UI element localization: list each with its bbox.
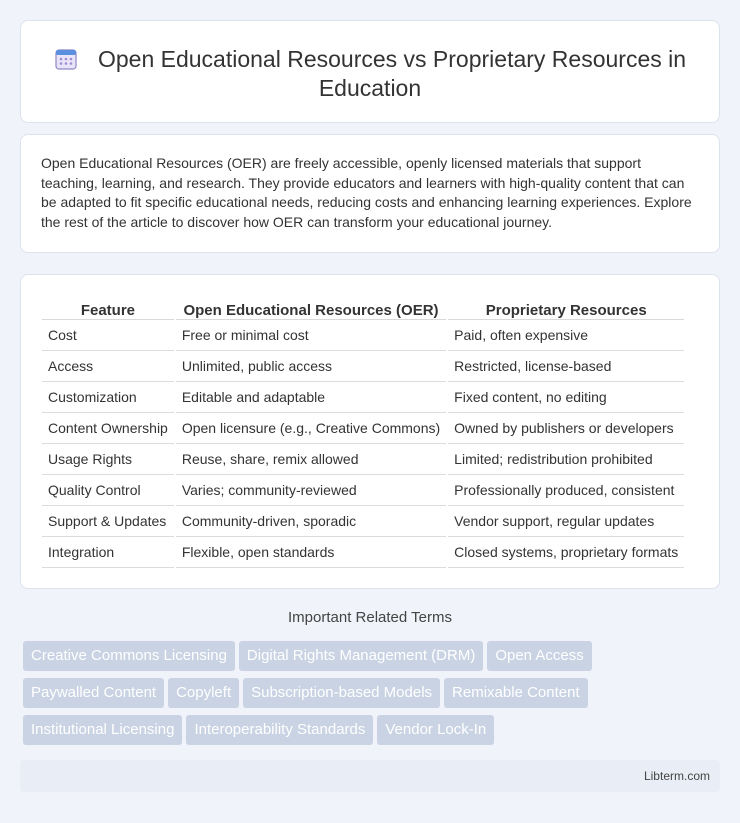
cell-oer: Flexible, open standards	[175, 536, 447, 567]
cell-proprietary: Vendor support, regular updates	[447, 505, 684, 536]
table-row	[42, 474, 684, 505]
tag-vendor-lock-in[interactable]: Vendor Lock-In	[377, 715, 494, 745]
cell-oer: Editable and adaptable	[175, 381, 447, 412]
table-row	[42, 505, 684, 536]
cell-oer: Unlimited, public access	[175, 350, 447, 381]
tag-creative-commons-licensing[interactable]: Creative Commons Licensing	[23, 641, 235, 671]
cell-oer: Reuse, share, remix allowed	[175, 443, 447, 474]
page-title-text: Open Educational Resources vs Proprietary Resources in Education	[97, 46, 687, 101]
cell-proprietary: Limited; redistribution prohibited	[447, 443, 684, 474]
cell-oer: Free or minimal cost	[175, 319, 447, 350]
cell-proprietary: Fixed content, no editing	[447, 381, 684, 412]
cell-proprietary: Paid, often expensive	[447, 319, 684, 350]
tag-open-access[interactable]: Open Access	[487, 641, 591, 671]
cell-feature: Access	[42, 350, 175, 381]
tag-row	[23, 641, 723, 678]
table-row	[42, 381, 684, 412]
cell-feature: Cost	[42, 319, 175, 350]
comparison-table	[42, 294, 684, 568]
header-feature: Feature	[42, 294, 175, 319]
tag-row	[23, 715, 723, 752]
table-row	[42, 412, 684, 443]
title-card	[20, 20, 720, 123]
tag-copyleft[interactable]: Copyleft	[168, 678, 239, 708]
table-row	[42, 536, 684, 567]
cell-proprietary: Owned by publishers or developers	[447, 412, 684, 443]
table-header-row	[42, 294, 684, 319]
cell-oer: Community-driven, sporadic	[175, 505, 447, 536]
footer-site-link[interactable]: Libterm.com	[643, 769, 710, 783]
tag-row	[23, 678, 723, 715]
page-title	[21, 45, 719, 103]
cell-feature: Quality Control	[42, 474, 175, 505]
cell-oer: Varies; community-reviewed	[175, 474, 447, 505]
cell-feature: Customization	[42, 381, 175, 412]
cell-proprietary: Restricted, license-based	[447, 350, 684, 381]
header-oer: Open Educational Resources (OER)	[175, 294, 447, 319]
table-row	[42, 350, 684, 381]
cell-feature: Support & Updates	[42, 505, 175, 536]
cell-feature: Integration	[42, 536, 175, 567]
calendar-icon	[54, 47, 78, 71]
cell-proprietary: Closed systems, proprietary formats	[447, 536, 684, 567]
cell-feature: Usage Rights	[42, 443, 175, 474]
cell-oer: Open licensure (e.g., Creative Commons)	[175, 412, 447, 443]
table-row	[42, 443, 684, 474]
footer	[20, 760, 720, 792]
tag-paywalled-content[interactable]: Paywalled Content	[23, 678, 164, 708]
intro-card	[20, 134, 720, 253]
related-terms-heading: Important Related Terms	[288, 609, 452, 626]
table-row	[42, 319, 684, 350]
cell-proprietary: Professionally produced, consistent	[447, 474, 684, 505]
tag-interoperability-standards[interactable]: Interoperability Standards	[186, 715, 373, 745]
related-terms-list	[23, 641, 723, 752]
cell-feature: Content Ownership	[42, 412, 175, 443]
header-proprietary: Proprietary Resources	[447, 294, 684, 319]
tag-digital-rights-management[interactable]: Digital Rights Management (DRM)	[239, 641, 483, 671]
tag-subscription-based-models[interactable]: Subscription-based Models	[243, 678, 440, 708]
tag-remixable-content[interactable]: Remixable Content	[444, 678, 588, 708]
intro-paragraph: Open Educational Resources (OER) are freely accessible, openly licensed materials that support teaching, learning, and research. They provide educators and learners with high-quality content that can be adapted to fit specific educational needs, reducing costs and enhancing learning experiences. Explore the rest of the article to discover how OER can transform your educational journey.	[41, 155, 692, 230]
tag-institutional-licensing[interactable]: Institutional Licensing	[23, 715, 182, 745]
